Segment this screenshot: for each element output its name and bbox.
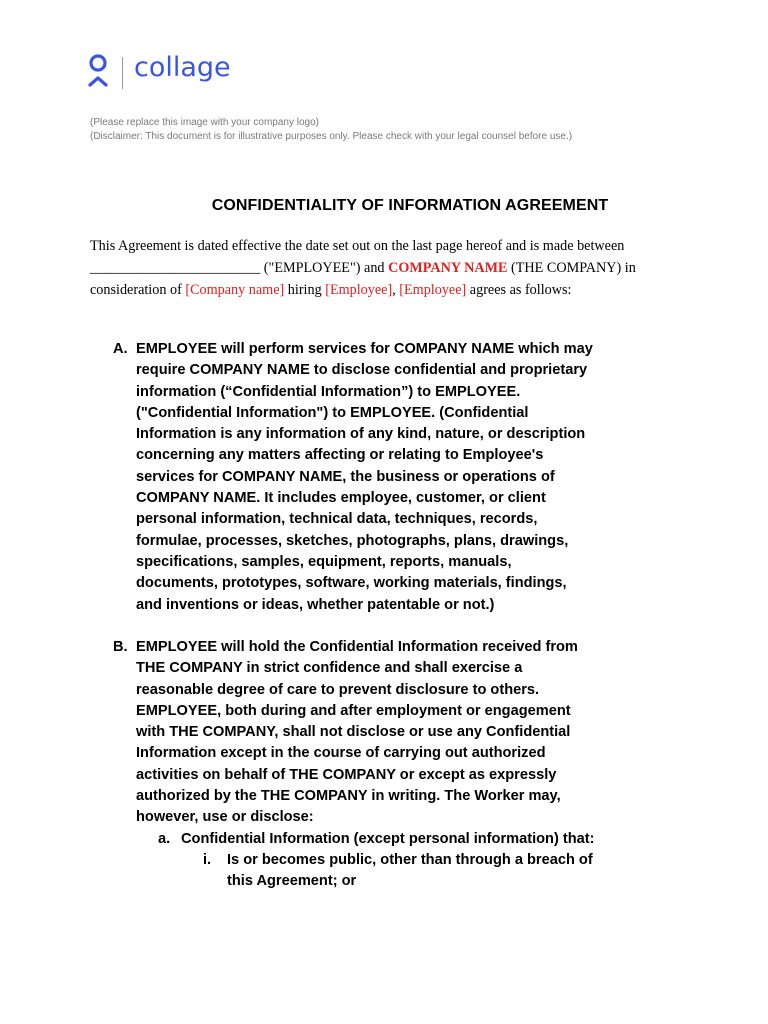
clause-line: this Agreement; or [227,873,357,890]
clause-line: concerning any matters affecting or relating to Employee's [136,447,544,464]
employee-field: [Employee] [399,282,467,298]
clause-b-text [136,637,595,829]
clause-line: COMPANY NAME. It includes employee, customer, or client [136,490,546,507]
sub-clause-text [227,850,595,893]
intro-line-2 [90,257,690,279]
clause-line: personal information, technical data, techniques, records, [136,511,538,528]
clause-line: activities on behalf of THE COMPANY or except as expressly [136,766,557,783]
clause-line: services for COMPANY NAME, the business or operations of [136,468,555,485]
logo-divider [122,57,123,89]
employee-blank: ________________________ [90,260,261,276]
disclaimer-note: (Disclaimer: This document is for illustrative purposes only. Please check with your legal counsel before use.) [90,131,573,142]
clause-a [113,339,593,616]
clause-line: ("Confidential Information") to EMPLOYEE. (Confidential [136,404,529,421]
clause-line: documents, prototypes, software, working materials, findings, [136,575,567,592]
clause-line: Is or becomes public, other than through a breach of [227,851,593,868]
company-name-placeholder: COMPANY NAME [388,260,508,276]
clause-label: B. [113,639,128,655]
clause-line: however, use or disclose: [136,809,314,826]
clause-line: Information is any information of any kind, nature, or description [136,426,586,443]
intro-text: ("EMPLOYEE") and [260,260,389,276]
clause-label: A. [113,341,128,357]
employee-field: [Employee] [325,282,393,298]
clause-line: Information except in the course of carrying out authorized [136,745,546,762]
clause-line: with THE COMPANY, shall not disclose or use any Confidential [136,724,571,741]
clause-a-text [136,339,593,616]
intro-text: , [392,282,400,298]
person-icon [86,54,112,92]
sub-clause-i [203,850,595,893]
intro-text: (THE COMPANY) in [507,260,636,276]
clause-line: and inventions or ideas, whether patentable or not.) [136,596,495,613]
clause-line: EMPLOYEE will perform services for COMPANY NAME which may [136,341,593,357]
sub-clause-a [158,829,595,850]
clause-line: EMPLOYEE, both during and after employment or engagement [136,702,571,719]
intro-line-1: This Agreement is dated effective the date set out on the last page hereof and is made between [90,238,625,254]
intro-text: hiring [284,282,326,298]
sub-clause-label: a. [158,830,171,847]
sub-clause-label: i. [203,851,212,868]
intro-text: agrees as follows: [466,282,572,298]
clause-line: reasonable degree of care to prevent disclosure to others. [136,681,540,698]
clause-line: EMPLOYEE will hold the Confidential Information received from [136,639,578,655]
clause-line: require COMPANY NAME to disclose confidential and proprietary [136,362,588,379]
document-title: CONFIDENTIALITY OF INFORMATION AGREEMENT [211,197,609,214]
clause-line: authorized by the THE COMPANY in writing. The Worker may, [136,788,561,805]
clause-line: THE COMPANY in strict confidence and shall exercise a [136,660,523,677]
company-name-field: [Company name] [185,282,285,298]
intro-text: consideration of [90,282,186,298]
clause-b [113,637,595,893]
intro-paragraph [90,235,690,301]
logo-text: collage [134,52,231,83]
logo-replace-note: (Please replace this image with your company logo) [90,117,319,128]
intro-line-3 [90,279,690,301]
clause-line: formulae, processes, sketches, photographs, plans, drawings, [136,532,569,549]
clause-line: information (“Confidential Information”) to EMPLOYEE. [136,383,521,400]
sub-clause-text: Confidential Information (except personal information) that: [181,830,595,847]
clause-line: specifications, samples, equipment, reports, manuals, [136,553,512,570]
